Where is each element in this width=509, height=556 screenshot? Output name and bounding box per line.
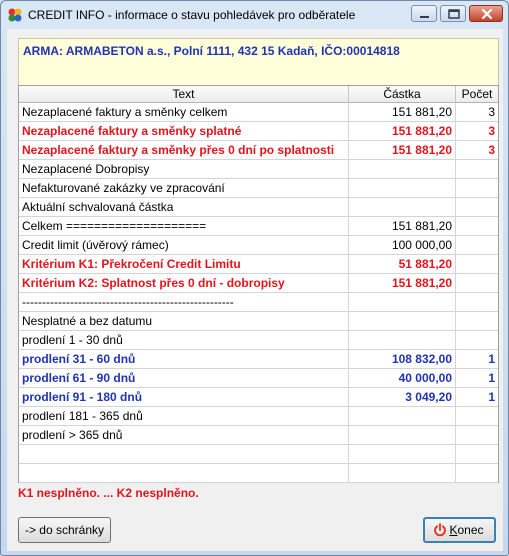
row-count-cell: 3 <box>488 124 495 138</box>
row-count-cell <box>456 217 498 236</box>
row-amount-cell: 51 881,20 <box>349 255 456 274</box>
table-row[interactable] <box>19 198 498 217</box>
row-count-cell <box>456 236 498 255</box>
row-amount-cell <box>349 464 456 483</box>
row-text-cell <box>19 445 349 464</box>
maximize-button[interactable] <box>440 5 466 22</box>
row-amount-cell <box>349 331 456 350</box>
customer-info-panel <box>18 38 499 86</box>
row-text-cell: Credit limit (úvěrový rámec) <box>19 236 349 255</box>
row-amount-cell: 3 049,20 <box>349 388 456 407</box>
row-count-cell <box>456 293 498 312</box>
table-row[interactable] <box>19 236 498 255</box>
table-row[interactable] <box>19 369 498 388</box>
row-amount-cell: 151 881,20 <box>349 122 456 141</box>
row-count-cell <box>456 160 498 179</box>
customer-info-text: ARMA: ARMABETON a.s., Polní 1111, 432 15 Kadaň, IČO:00014818 <box>23 44 400 58</box>
table-row[interactable] <box>19 312 498 331</box>
row-count-cell <box>456 426 498 445</box>
table-row[interactable] <box>19 141 498 160</box>
row-amount-cell <box>349 445 456 464</box>
row-text-cell <box>19 464 349 483</box>
row-count-cell: 1 <box>488 371 495 385</box>
row-amount-cell: 100 000,00 <box>349 236 456 255</box>
row-amount-cell: 151 881,20 <box>349 103 456 122</box>
table-row[interactable] <box>19 445 498 464</box>
row-count-cell <box>456 198 498 217</box>
table-row[interactable] <box>19 274 498 293</box>
minimize-button[interactable] <box>411 5 437 22</box>
table-row[interactable] <box>19 331 498 350</box>
row-text-cell: Nezaplacené faktury a směnky přes 0 dní po splatnosti <box>19 141 349 160</box>
minimize-icon <box>412 6 438 23</box>
table-row[interactable] <box>19 464 498 483</box>
konec-button[interactable] <box>423 517 496 543</box>
column-header-amount[interactable]: Částka <box>349 86 456 103</box>
row-text-cell: Nezaplacené faktury a směnky splatné <box>19 122 349 141</box>
row-text-cell: Aktuální schvalovaná částka <box>19 198 349 217</box>
app-logo-icon <box>7 7 23 23</box>
table-row[interactable] <box>19 407 498 426</box>
dialog-body <box>7 29 503 551</box>
row-text-cell: ----------------------------------------------------- <box>19 293 349 312</box>
row-amount-cell <box>349 160 456 179</box>
konec-label-hotkey: K <box>449 523 458 537</box>
row-text-cell: Nezaplacené Dobropisy <box>19 160 349 179</box>
table-row[interactable] <box>19 179 498 198</box>
row-text-cell: Kritérium K2: Splatnost přes 0 dní - dobropisy <box>19 274 349 293</box>
table-row[interactable] <box>19 160 498 179</box>
row-count-cell <box>456 464 498 483</box>
row-text-cell: prodlení 31 - 60 dnů <box>19 350 349 369</box>
row-amount-cell: 108 832,00 <box>349 350 456 369</box>
row-text-cell: Nefakturované zakázky ve zpracování <box>19 179 349 198</box>
table-row[interactable] <box>19 293 498 312</box>
table-body <box>19 103 498 483</box>
maximize-icon <box>441 6 467 23</box>
title-bar[interactable] <box>1 1 508 29</box>
table-row[interactable] <box>19 122 498 141</box>
close-window-button[interactable] <box>469 5 503 22</box>
row-amount-cell <box>349 179 456 198</box>
row-text-cell: prodlení 181 - 365 dnů <box>19 407 349 426</box>
table-row[interactable] <box>19 350 498 369</box>
column-header-count[interactable]: Počet <box>461 87 493 101</box>
row-count-cell <box>456 407 498 426</box>
konec-label: onec <box>457 523 484 537</box>
row-text-cell: Nesplatné a bez datumu <box>19 312 349 331</box>
row-amount-cell <box>349 312 456 331</box>
table-row[interactable] <box>19 103 498 122</box>
row-count-cell <box>456 274 498 293</box>
row-text-cell: prodlení > 365 dnů <box>19 426 349 445</box>
row-amount-cell <box>349 198 456 217</box>
power-icon <box>433 523 447 537</box>
row-amount-cell: 151 881,20 <box>349 141 456 160</box>
copy-to-clipboard-button[interactable]: -> do schránky <box>18 517 111 543</box>
window-title: CREDIT INFO - informace o stavu pohledávek pro odběratele <box>28 8 356 22</box>
table-row[interactable] <box>19 388 498 407</box>
row-amount-cell: 40 000,00 <box>349 369 456 388</box>
status-message: K1 nesplněno. ... K2 nesplněno. <box>18 486 199 500</box>
row-count-cell <box>456 179 498 198</box>
table-row[interactable] <box>19 217 498 236</box>
row-count-cell <box>456 445 498 464</box>
table-row[interactable] <box>19 255 498 274</box>
row-count-cell: 1 <box>488 390 495 404</box>
row-count-cell <box>456 331 498 350</box>
row-text-cell: Celkem ==================== <box>19 217 349 236</box>
row-amount-cell <box>349 426 456 445</box>
credit-table[interactable] <box>18 85 499 483</box>
row-text-cell: Kritérium K1: Překročení Credit Limitu <box>19 255 349 274</box>
row-count-cell <box>456 255 498 274</box>
row-amount-cell: 151 881,20 <box>349 274 456 293</box>
table-header <box>19 86 498 103</box>
row-count-cell: 1 <box>488 352 495 366</box>
table-row[interactable] <box>19 426 498 445</box>
column-header-text[interactable]: Text <box>19 86 349 103</box>
row-text-cell: prodlení 61 - 90 dnů <box>19 369 349 388</box>
row-text-cell: Nezaplacené faktury a směnky celkem <box>19 103 349 122</box>
row-amount-cell <box>349 293 456 312</box>
row-count-cell <box>456 312 498 331</box>
row-amount-cell <box>349 407 456 426</box>
row-text-cell: prodlení 91 - 180 dnů <box>19 388 349 407</box>
row-text-cell: prodlení 1 - 30 dnů <box>19 331 349 350</box>
close-icon <box>470 6 504 23</box>
row-count-cell: 3 <box>488 105 495 119</box>
row-amount-cell: 151 881,20 <box>349 217 456 236</box>
row-count-cell: 3 <box>488 143 495 157</box>
